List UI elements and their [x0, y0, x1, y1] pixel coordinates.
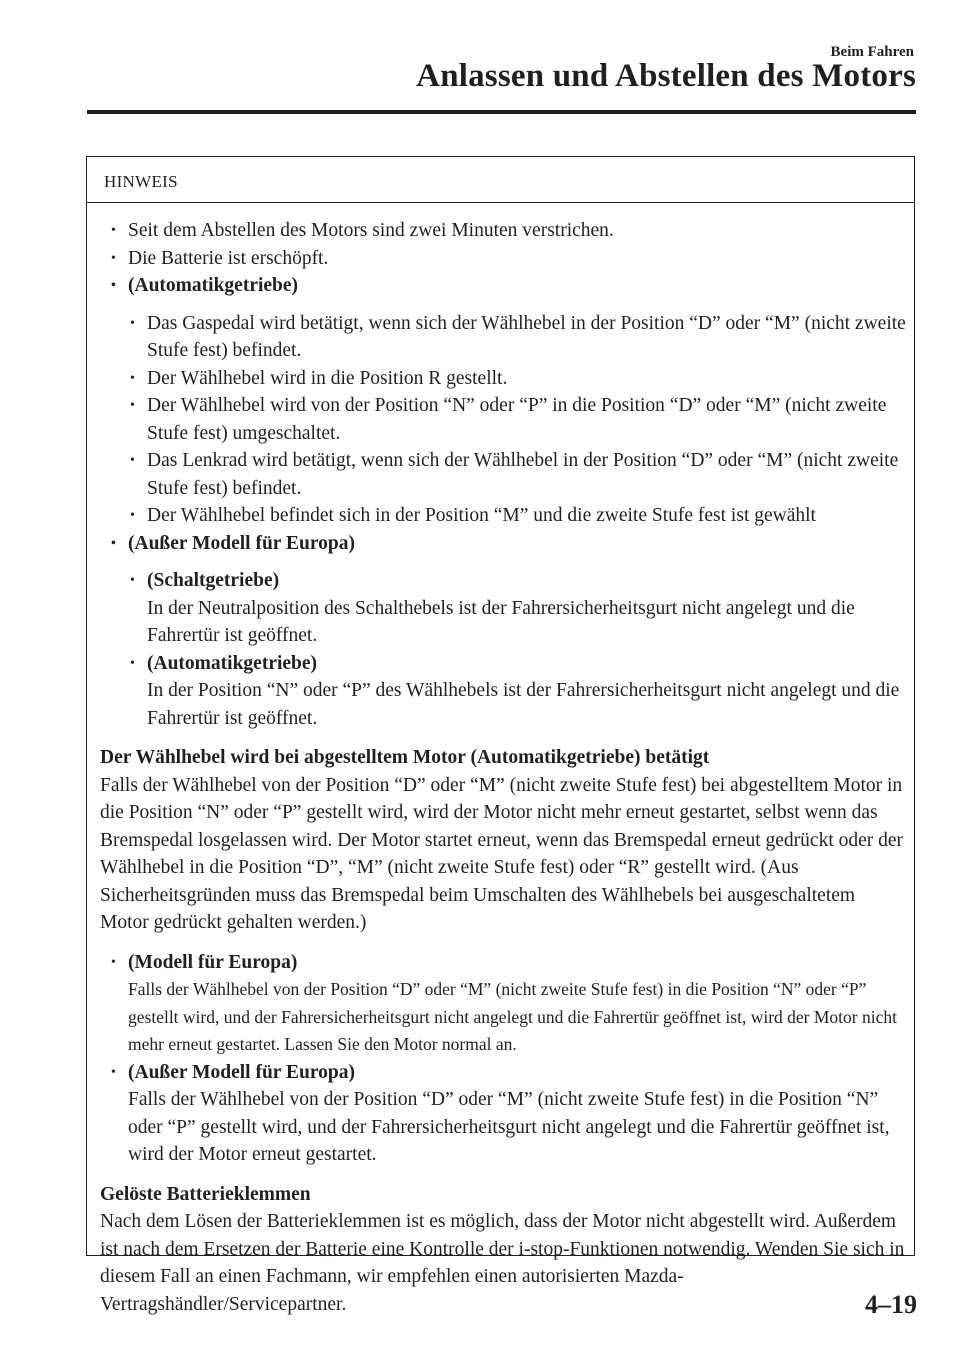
page-title: Anlassen und Abstellen des Motors	[416, 58, 916, 94]
list-item	[100, 949, 908, 1059]
list-item	[100, 217, 908, 245]
list-item	[100, 530, 908, 558]
list-item-text: In der Position “N” oder “P” des Wählhebels ist der Fahrersicherheitsgurt nicht angelegt und die Fahrertür ist geöffnet.	[147, 680, 900, 729]
list-item	[100, 567, 908, 650]
bullet-icon: •	[111, 1064, 116, 1080]
bullet-icon: •	[130, 315, 135, 331]
paragraph: Nach dem Lösen der Batterieklemmen ist es möglich, dass der Motor nicht abgestellt wird. Außerdem ist nach dem Ersetzen der Batterie eine Kontrolle der i-stop-Funktionen notwendig. Wenden Sie sich in diesem Fall an einen Fachmann, wir empfehlen einen autorisierten Mazda-Vertragshändler/Servicepartner.	[100, 1211, 905, 1315]
bullet-icon: •	[130, 370, 135, 386]
list-item-label: (Modell für Europa)	[128, 951, 298, 973]
bullet-icon: •	[111, 223, 116, 238]
page-number: 4–19	[865, 1290, 917, 1319]
list-item-text: Die Batterie ist erschöpft.	[128, 247, 329, 269]
list-item	[100, 365, 908, 393]
bullet-icon: •	[111, 954, 116, 970]
list-item	[100, 447, 908, 502]
list-item-text: Das Lenkrad wird betätigt, wenn sich der Wählhebel in der Position “D” oder “M” (nicht zweite Stufe fest) befindet.	[147, 450, 899, 499]
list-item	[100, 502, 908, 530]
header-divider	[87, 110, 916, 114]
bullet-icon: •	[130, 453, 135, 468]
list-item-label: (Schaltgetriebe)	[147, 570, 280, 591]
list-item-text: Der Wählhebel befindet sich in der Position “M” und die zweite Stufe fest ist gewählt	[147, 505, 816, 526]
list-item-text: Der Wählhebel wird von der Position “N” oder “P” in die Position “D” oder “M” (nicht zweite Stufe fest) umgeschaltet.	[147, 395, 887, 444]
bullet-icon: •	[111, 250, 116, 266]
list-item-label: (Außer Modell für Europa)	[128, 1061, 355, 1083]
bullet-icon: •	[130, 398, 135, 413]
list-item-text: Der Wählhebel wird in die Position R gestellt.	[147, 367, 508, 389]
bullet-icon: •	[130, 573, 135, 588]
list-item-text: Seit dem Abstellen des Motors sind zwei Minuten verstrichen.	[128, 220, 614, 241]
bullet-icon: •	[111, 535, 116, 551]
bullet-icon: •	[130, 508, 135, 523]
list-item-label: (Automatikgetriebe)	[128, 275, 299, 296]
list-item	[100, 245, 908, 273]
section-label: Beim Fahren	[830, 44, 914, 60]
list-item-text: Falls der Wählhebel von der Position “D” oder “M” (nicht zweite Stufe fest) in die Position “N” oder “P” gestellt wird, und der Fahrersicherheitsgurt nicht angelegt und die Fahrertür geöffnet ist, wird der Motor erneut gestartet.	[128, 1089, 890, 1165]
list-item-text: In der Neutralposition des Schalthebels ist der Fahrersicherheitsgurt nicht angelegt und die Fahrertür ist geöffnet.	[147, 597, 855, 646]
paragraph: Falls der Wählhebel von der Position “D” oder “M” (nicht zweite Stufe fest) bei abgestelltem Motor in die Position “N” oder “P” gestellt wird, wird der Motor nicht mehr erneut gestartet, selbst wenn das Bremspedal losgelassen wird. Der Motor startet erneut, wenn das Bremspedal erneut gedrückt oder der Wählhebel in die Position “D”, “M” (nicht zweite Stufe fest) oder “R” gestellt wird. (Aus Sicherheitsgründen muss das Bremspedal beim Umschalten des Wählhebels bei ausgeschaltetem Motor gedrückt gehalten werden.)	[100, 774, 904, 933]
list-item-label: (Außer Modell für Europa)	[128, 532, 355, 554]
list-item	[100, 650, 908, 733]
list-item	[100, 392, 908, 447]
note-heading: HINWEIS	[87, 157, 914, 203]
list-item	[100, 1059, 908, 1169]
list-item	[100, 310, 908, 365]
section-heading: Der Wählhebel wird bei abgestelltem Motor (Automatikgetriebe) betätigt	[100, 747, 710, 768]
list-item-text: Falls der Wählhebel von der Position “D” oder “M” (nicht zweite Stufe fest) in die Position “N” oder “P” gestellt wird, und der Fahrersicherheitsgurt nicht angelegt und die Fahrertür geöffnet ist, wird der Motor nicht mehr erneut gestartet. Lassen Sie den Motor normal an.	[128, 979, 897, 1054]
note-body	[87, 203, 914, 1318]
section-heading: Gelöste Batterieklemmen	[100, 1183, 311, 1205]
list-item-label: (Automatikgetriebe)	[147, 652, 318, 674]
list-item	[100, 272, 908, 300]
bullet-icon: •	[111, 278, 116, 293]
bullet-icon: •	[130, 655, 135, 671]
list-item-text: Das Gaspedal wird betätigt, wenn sich der Wählhebel in der Position “D” oder “M” (nicht zweite Stufe fest) befindet.	[147, 312, 906, 361]
